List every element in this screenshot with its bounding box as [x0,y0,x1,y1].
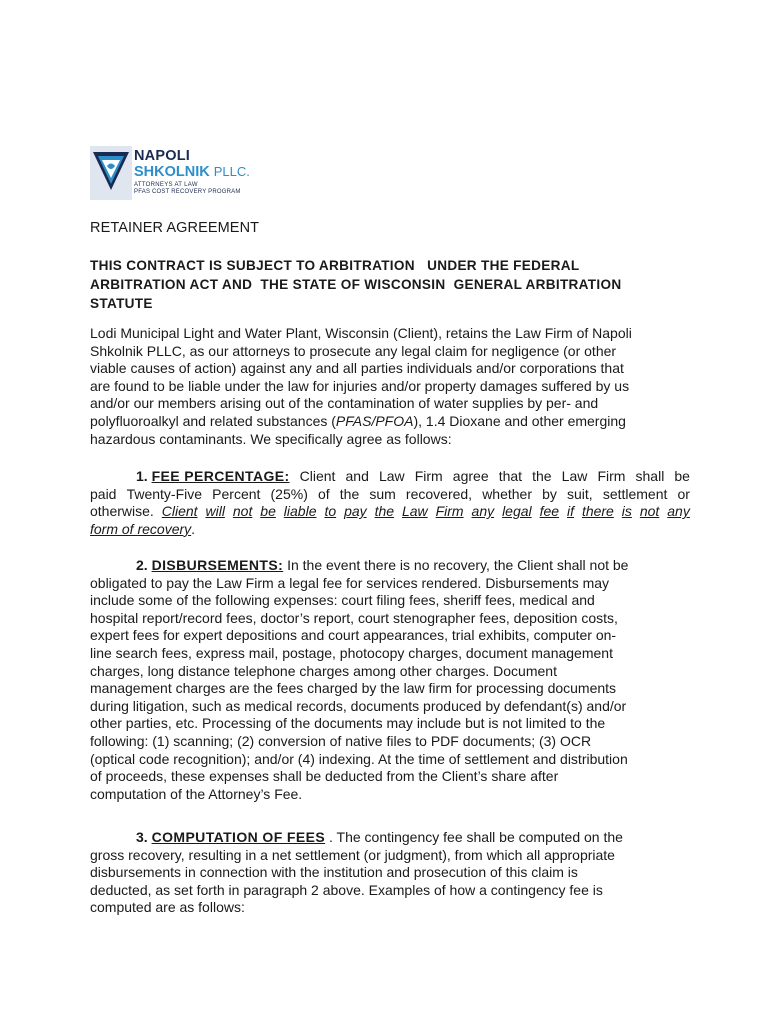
word: Client [299,468,336,484]
emphasis-text: form of recovery [90,520,192,537]
word: Twenty-Five [126,485,203,502]
section3-line: gross recovery, resulting in a net settlement (or judgment), from which all appropriate [90,846,615,863]
intro-line [90,413,690,431]
section3-heading: COMPUTATION OF FEES [151,829,326,845]
section2-line1 [90,557,690,575]
emphasis-word: not [639,503,660,520]
emphasis-word: be [260,503,276,520]
intro-line: Lodi Municipal Light and Water Plant, Wisconsin (Client), retains the Law Firm of Napoli [90,325,632,341]
section-fee-percentage [90,468,690,538]
shield-logo-icon [90,146,132,200]
word: or [677,485,690,502]
emphasis-word: legal [502,503,532,520]
arbitration-notice-line: ARBITRATION ACT AND THE STATE OF WISCONSIN GENERAL ARBITRATION [90,277,622,292]
section2-line: (optical code recognition); and/or (4) indexing. At the time of settlement and distribution [90,750,628,767]
word: Law [561,468,588,484]
emphasis-word: any [667,503,690,520]
section2-line1-text: In the event there is no recovery, the Client shall not be [283,557,629,573]
intro-line-text: ), 1.4 Dioxane and other emerging [413,412,626,429]
section3-line: computed are as follows: [90,899,245,916]
logo-program: PFAS COST RECOVERY PROGRAM [134,189,241,195]
emphasis-word: if [567,503,574,520]
emphasis-word: to [324,503,337,520]
word: suit, [567,485,593,502]
emphasis-word: fee [539,503,560,520]
section3-line1-text: . The contingency fee shall be computed on the [325,829,623,845]
intro-paragraph [90,325,690,448]
section1-period: . [191,520,196,537]
emphasis-word: is [621,503,632,520]
logo-firm-name-bold: SHKOLNIK [134,164,210,180]
logo-firm-name-line2 [134,164,250,180]
section2-line: charges, long distance telephone charges among other charges. Document [90,662,557,679]
emphasis-word: liable [283,503,317,520]
word: Percent [212,485,261,502]
emphasis-word: any [471,503,495,520]
intro-line: hazardous contaminants. We specifically agree as follows: [90,430,452,447]
word: shall [635,468,665,484]
section2-line: expert fees for expert depositions and court appearances, trial exhibits, computer on- [90,627,617,644]
section2-line: line search fees, express mail, postage, photocopy charges, document management [90,644,613,661]
section1-line2 [90,486,690,504]
word: whether [482,485,532,502]
arbitration-notice-line: STATUTE [90,296,153,311]
word: the [339,485,360,502]
section2-line: other parties, etc. Processing of the documents may include but is not limited to the [90,715,606,732]
firm-logo [90,146,250,202]
section1-line4 [90,521,690,539]
section2-line: during litigation, such as medical records, documents produced by defendant(s) and/or [90,697,627,714]
emphasis-word: will [205,503,225,520]
word: Firm [597,468,626,484]
word: Firm [414,468,443,484]
arbitration-notice-line: THIS CONTRACT IS SUBJECT TO ARBITRATION UNDER THE FEDERAL [90,258,580,273]
intro-line: are found to be liable under the law for injuries and/or property damages suffered by us [90,377,630,394]
emphasis-word: Firm [435,503,464,520]
intro-line: viable causes of action) against any and all parties individuals and/or corporations that [90,360,624,377]
logo-tagline: ATTORNEYS AT LAW [134,182,198,188]
logo-firm-suffix: PLLC. [213,164,250,179]
word: by [542,485,557,502]
word: that [498,468,523,484]
logo-wordmark [134,149,250,195]
emphasis-word: there [581,503,614,520]
word: and [345,468,369,484]
section2-line: following: (1) scanning; (2) conversion of native files to PDF documents; (3) OCR [90,732,592,749]
section2-line: management charges are the fees charged by the law firm for processing documents [90,680,617,697]
arbitration-notice [90,256,690,313]
emphasis-word: not [232,503,253,520]
section1-heading [136,468,290,486]
section2-line: computation of the Attorney’s Fee. [90,785,303,802]
word: Law [378,468,405,484]
word: the [532,468,552,484]
section1-heading-text: FEE PERCENTAGE: [151,468,290,484]
word: paid [90,485,117,502]
section1-line1 [90,468,690,486]
section3-line1 [90,829,690,847]
word: settlement [602,485,668,502]
document-title: RETAINER AGREEMENT [90,220,260,236]
section1-line3 [90,503,690,521]
word: recovered, [405,485,473,502]
word: (25%) [270,485,308,502]
section3-number: 3. [136,829,148,845]
section2-line: of proceeds, these expenses shall be deducted from the Client’s share after [90,768,559,785]
emphasis-word: Law [401,503,428,520]
section3-line: disbursements in connection with the institution and prosecution of this claim is [90,864,578,881]
intro-line: and/or our members arising out of the contamination of water supplies by per- and [90,395,599,412]
emphasis-word: Client [161,503,198,520]
emphasis-word: the [374,503,395,520]
section1-number: 1. [136,468,148,484]
section-disbursements [90,557,690,803]
section2-heading: DISBURSEMENTS: [151,557,284,573]
section2-number: 2. [136,557,148,573]
word: of [317,485,330,502]
intro-line: Shkolnik PLLC, as our attorneys to prosecute any legal claim for negligence (or other [90,342,617,359]
word: sum [369,485,396,502]
pfas-term: PFAS/PFOA [335,412,414,429]
section2-line: hospital report/record fees, doctor’s report, court stenographer fees, deposition costs, [90,609,618,626]
section2-line: obligated to pay the Law Firm a legal fee for services rendered. Disbursements may [90,574,610,591]
word: agree [452,468,489,484]
intro-line-text: polyfluoroalkyl and related substances ( [90,412,336,429]
section2-line: include some of the following expenses: court filing fees, sheriff fees, medical and [90,592,595,609]
emphasis-word: pay [344,503,367,520]
logo-firm-name-line1: NAPOLI [134,148,190,164]
section3-line: deducted, as set forth in paragraph 2 above. Examples of how a contingency fee is [90,881,603,898]
section-computation-of-fees [90,829,690,917]
word: otherwise. [90,503,154,520]
word: be [674,468,690,484]
